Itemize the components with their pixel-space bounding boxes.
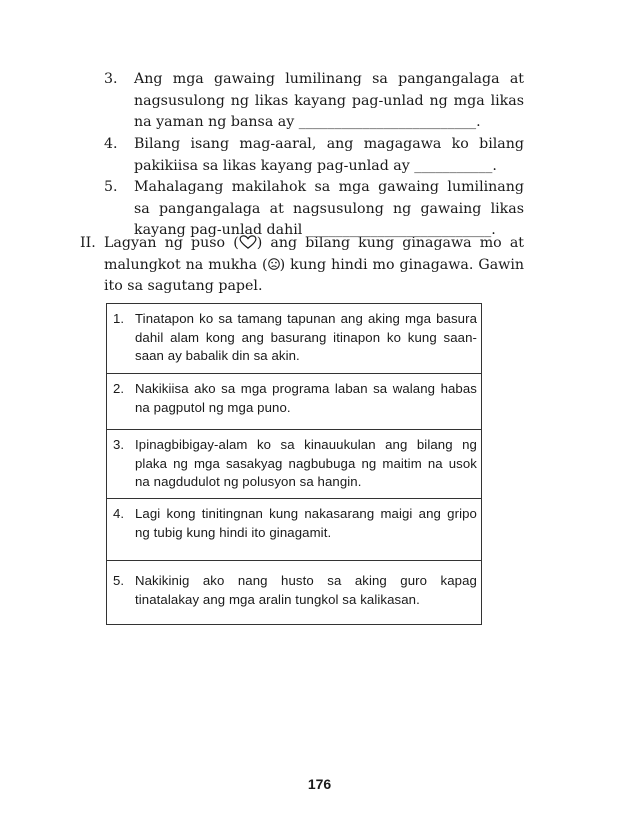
statement-row-5 <box>107 566 481 624</box>
statement-text: Lagi kong tinitingnan kung nakasarang maigi ang gripo ng tubig kung hindi ito ginagamit. <box>135 506 477 540</box>
heart-outline-icon <box>239 235 257 249</box>
question-number: 5. <box>104 179 118 195</box>
question-number: 4. <box>104 136 118 152</box>
statement-number: 5. <box>113 573 125 588</box>
statement-row-3 <box>107 430 481 499</box>
question-item-3 <box>104 69 524 134</box>
question-text: Mahalagang makilahok sa mga gawaing lumilinang sa pangangalaga at nagsusulong ng gawaing likas kayang pag-unlad dahil __________________________. <box>134 179 524 238</box>
statement-number: 3. <box>113 437 125 452</box>
question-item-4 <box>104 134 524 177</box>
question-text: Ang mga gawaing lumilinang sa pangangalaga at nagsusulong ng likas kayang pag-unlad ng mga likas na yaman ng bansa ay _________________________. <box>134 71 524 130</box>
statement-row-4 <box>107 499 481 561</box>
statement-row-1 <box>107 304 481 374</box>
instruction-text <box>104 233 524 298</box>
statement-text: Ipinagbibigay-alam ko sa kinauukulan ang bilang ng plaka ng mga sasakyag nagbubuga ng maitim na usok na nagdudulot ng polusyon sa hangin. <box>135 437 477 489</box>
page-number: 176 <box>307 776 332 792</box>
instruction-part-2: ) ang bilang kung ginagawa mo at malungkot na mukha ( <box>104 235 524 273</box>
statements-table <box>106 303 482 625</box>
sad-face-icon <box>268 258 280 270</box>
section-numeral: II. <box>80 235 96 251</box>
question-item-5 <box>104 177 524 242</box>
statement-text: Tinatapon ko sa tamang tapunan ang aking mga basura dahil alam kong ang basurang itinapon ko kung saan-saan ay babalik din sa akin. <box>135 311 477 363</box>
statement-text: Nakikinig ako nang husto sa aking guro kapag tinatalakay ang mga aralin tungkol sa kalikasan. <box>135 573 477 607</box>
instruction-part-3: ) kung hindi mo ginagawa. Gawin ito sa sagutang papel. <box>104 256 524 294</box>
question-text: Bilang isang mag-aaral, ang magagawa ko bilang pakikiisa sa likas kayang pag-unlad ay ___________. <box>134 136 524 174</box>
statement-row-2 <box>107 374 481 430</box>
statement-number: 4. <box>113 506 125 521</box>
statement-number: 1. <box>113 311 125 326</box>
statement-number: 2. <box>113 381 125 396</box>
instruction-part-1: Lagyan ng puso ( <box>104 235 239 251</box>
question-number: 3. <box>104 71 118 87</box>
statement-text: Nakikiisa ako sa mga programa laban sa walang habas na pagputol ng mga puno. <box>135 381 477 415</box>
section-two-instructions <box>80 233 524 298</box>
